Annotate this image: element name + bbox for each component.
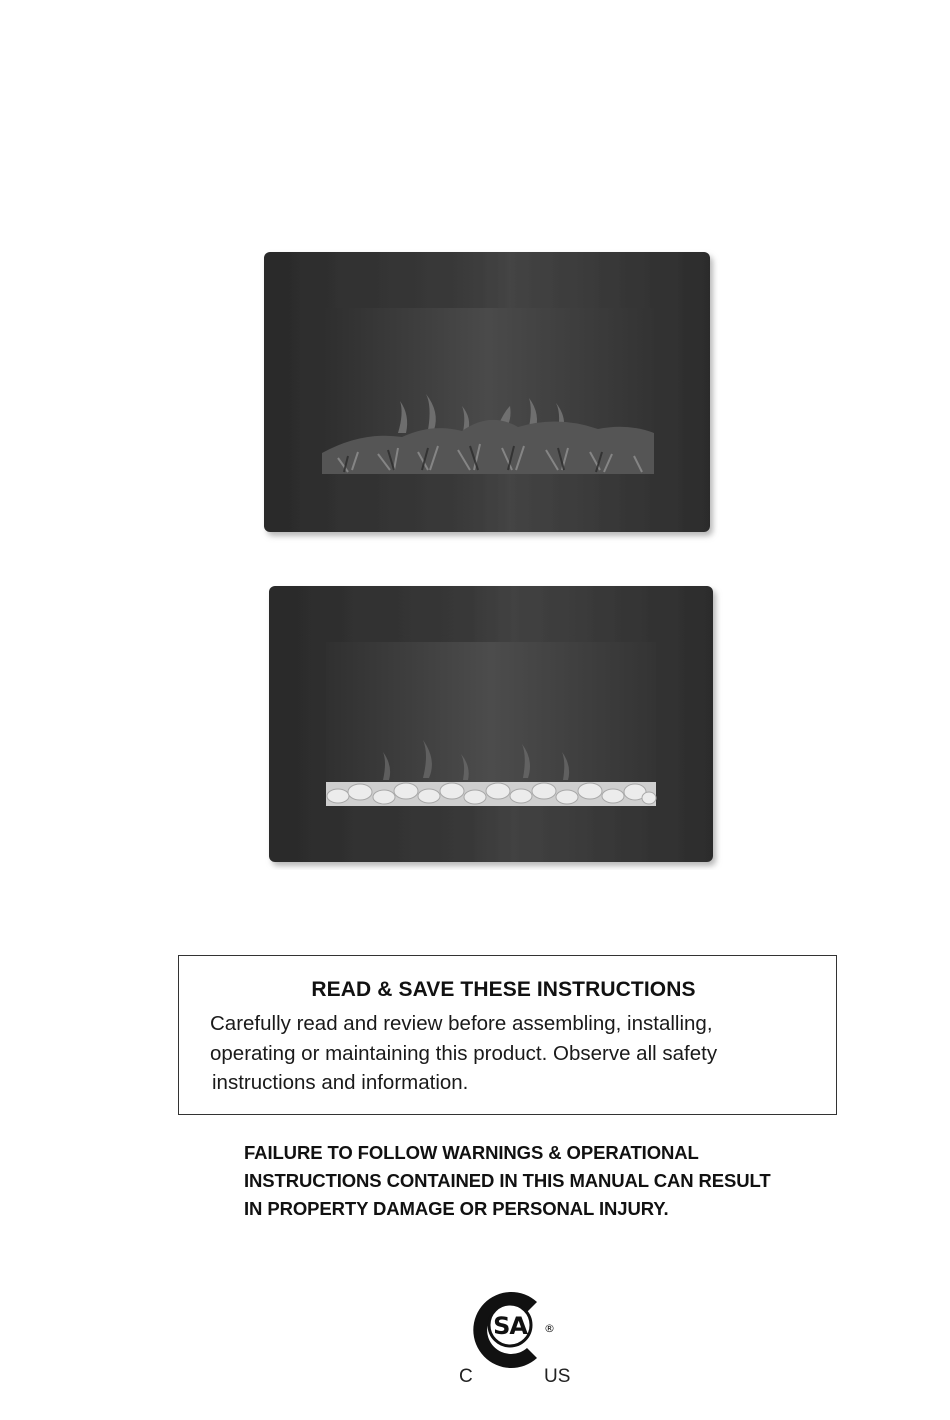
svg-text:®: ® xyxy=(544,1322,555,1335)
csa-certification-logo xyxy=(455,1280,585,1390)
csa-c-mark: C xyxy=(459,1366,473,1387)
instructions-line-1: Carefully read and review before assembling, installing, xyxy=(210,1012,713,1035)
fireplace-crystal-image xyxy=(263,582,725,870)
instructions-box xyxy=(178,955,837,1115)
instructions-line-2: operating or maintaining this product. Observe all safety xyxy=(210,1042,718,1065)
warning-line-1: FAILURE TO FOLLOW WARNINGS & OPERATIONAL xyxy=(244,1142,699,1163)
instructions-title: READ & SAVE THESE INSTRUCTIONS xyxy=(311,978,696,1001)
warning-line-3: IN PROPERTY DAMAGE OR PERSONAL INJURY. xyxy=(244,1198,669,1219)
warning-line-2: INSTRUCTIONS CONTAINED IN THIS MANUAL CAN RESULT xyxy=(244,1170,771,1191)
csa-us-mark: US xyxy=(544,1366,571,1387)
instructions-line-3: instructions and information. xyxy=(212,1071,469,1094)
svg-text:SA: SA xyxy=(493,1312,527,1340)
fireplace-log-image xyxy=(258,248,720,544)
csa-logo-icon xyxy=(455,1280,585,1370)
